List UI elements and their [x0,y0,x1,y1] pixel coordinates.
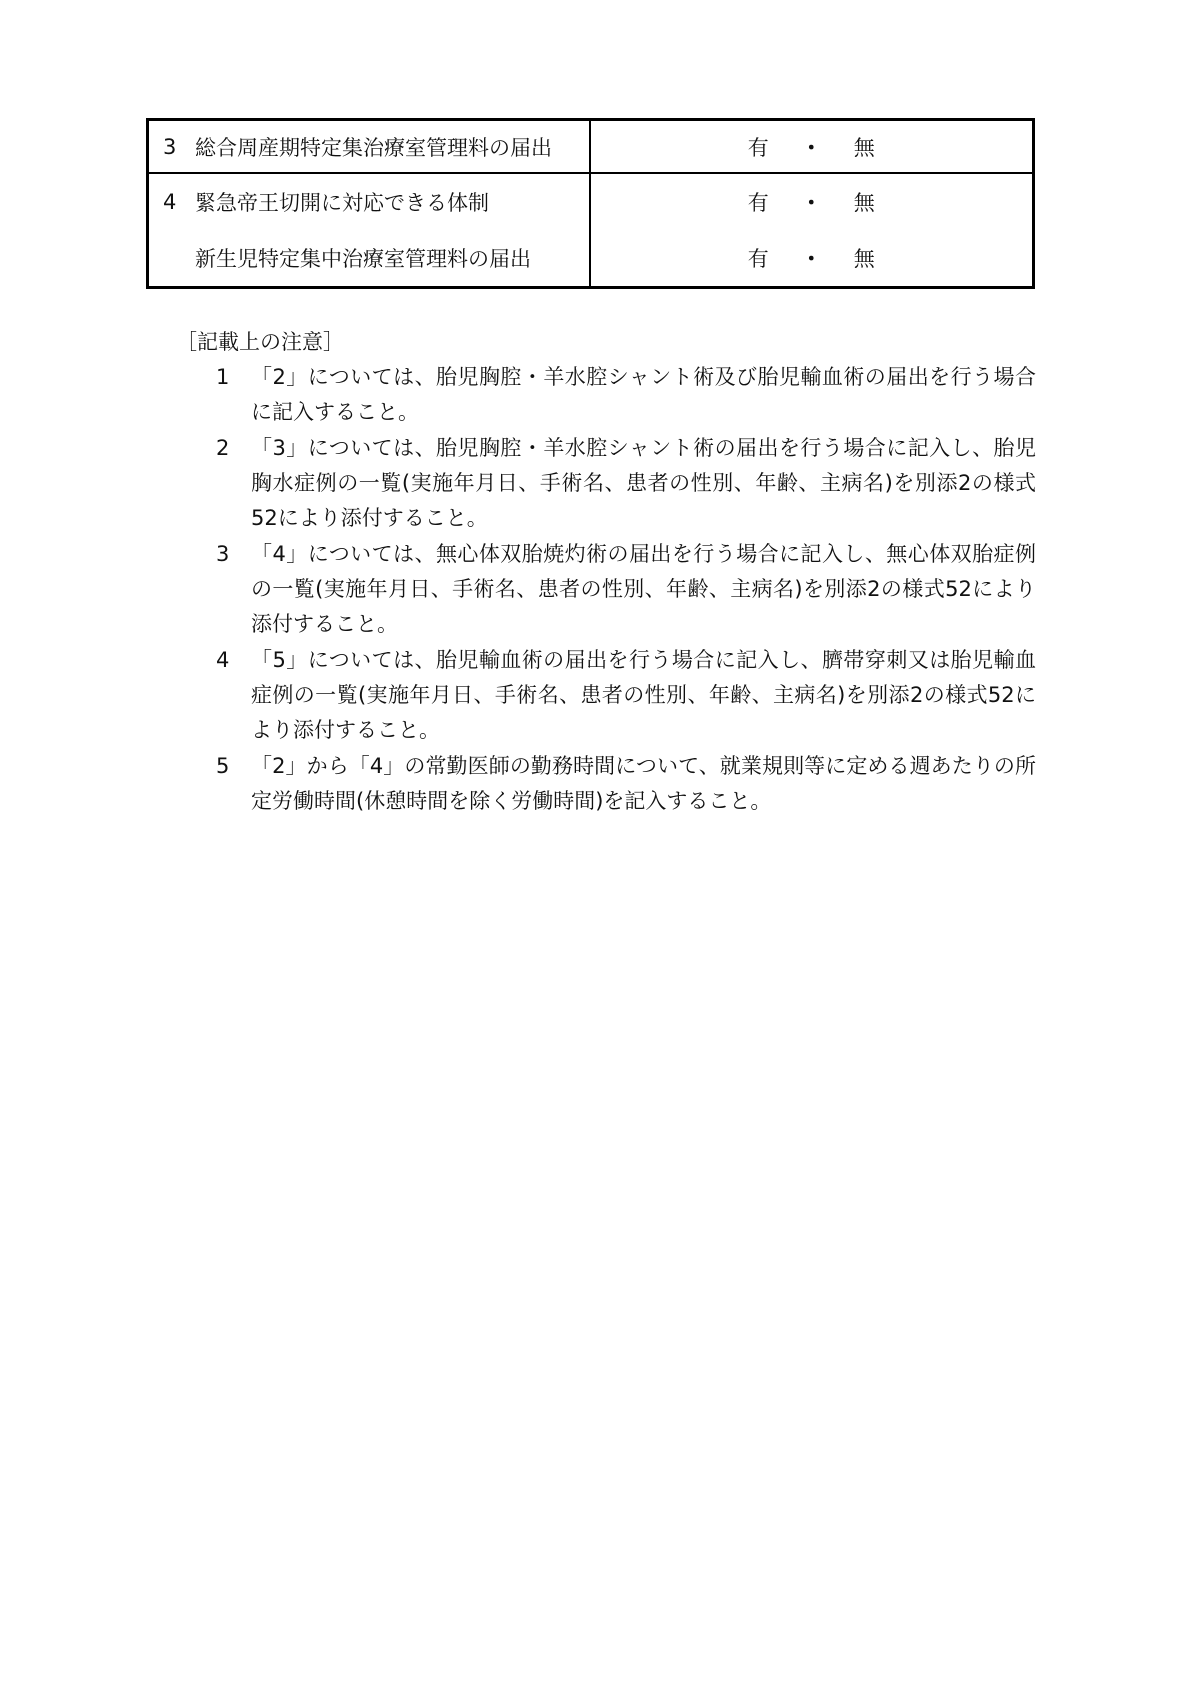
note-text: 「4」については、無心体双胎焼灼術の届出を行う場合に記入し、無心体双胎症例の一覧(実施年月日、手術名、患者の性別、年齢、主病名)を別添2の様式52により添付すること。 [251,542,1036,636]
yes-option: 有 [747,135,769,160]
yes-option: 有 [747,247,769,271]
item-number: 3 [163,134,177,159]
item-label: 新生児特定集中治療室管理料の届出 [195,247,531,271]
note-number: 2 [216,436,230,460]
note-item [214,749,1036,819]
note-item [214,643,1036,748]
item-label: 総合周産期特定集治療室管理料の届出 [195,135,552,160]
no-option: 無 [853,135,875,160]
note-item [214,537,1036,642]
option-separator: ・ [800,191,822,215]
note-item [214,431,1036,536]
table-row [148,120,1034,174]
yes-no-cell [590,173,1034,288]
notes-section [176,325,1036,819]
note-item [214,360,1036,430]
note-number: 5 [216,754,230,778]
note-number: 1 [216,365,230,389]
note-number: 3 [216,542,230,566]
item-number: 4 [163,190,177,214]
no-option: 無 [853,247,875,271]
table-row [148,173,1034,288]
note-text: 「2」から「4」の常勤医師の勤務時間について、就業規則等に定める週あたりの所定労働時間(休憩時間を除く労働時間)を記入すること。 [251,754,1036,813]
row-label-cell [148,120,590,174]
note-number: 4 [216,648,230,672]
note-text: 「2」については、胎児胸腔・羊水腔シャント術及び胎児輸血術の届出を行う場合に記入すること。 [251,365,1036,424]
yes-no-cell [590,120,1034,174]
no-option: 無 [853,191,875,215]
row-label-cell [148,173,590,288]
option-separator: ・ [800,247,822,271]
option-separator: ・ [800,135,822,160]
note-text: 「5」については、胎児輸血術の届出を行う場合に記入し、臍帯穿刺又は胎児輸血症例の一覧(実施年月日、手術名、患者の性別、年齢、主病名)を別添2の様式52により添付すること。 [251,648,1036,742]
note-text: 「3」については、胎児胸腔・羊水腔シャント術の届出を行う場合に記入し、胎児胸水症例の一覧(実施年月日、手術名、患者の性別、年齢、主病名)を別添2の様式52により添付すること。 [251,436,1036,530]
notes-title: ［記載上の注意］ [176,330,344,354]
facility-requirements-table [146,118,1035,289]
item-label: 緊急帝王切開に対応できる体制 [195,191,489,215]
yes-option: 有 [747,191,769,215]
